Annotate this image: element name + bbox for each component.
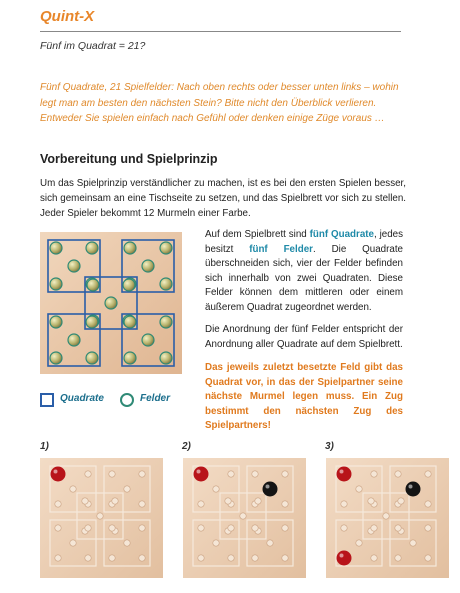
step-field-hole: [109, 471, 115, 477]
step-field-hole: [55, 555, 61, 561]
step-field-hole: [425, 555, 431, 561]
section-heading: Vorbereitung und Spielprinzip: [40, 152, 218, 166]
step-field-hole: [425, 525, 431, 531]
step-field-hole: [395, 525, 401, 531]
board-field-marble: [50, 352, 62, 364]
step-field-hole: [225, 498, 231, 504]
board-field-marble: [124, 242, 136, 254]
step-field-hole: [395, 555, 401, 561]
step-field-hole: [356, 486, 362, 492]
step-field-hole: [267, 540, 273, 546]
step-field-hole: [70, 540, 76, 546]
step-field-hole: [371, 555, 377, 561]
step-field-hole: [228, 555, 234, 561]
step-field-hole: [398, 498, 404, 504]
step-field-hole: [383, 513, 389, 519]
marble-highlight: [409, 485, 413, 489]
red-marble: [337, 551, 352, 566]
step-field-hole: [97, 513, 103, 519]
red-marble: [194, 467, 209, 482]
step-field-hole: [139, 501, 145, 507]
marble-highlight: [340, 470, 344, 474]
step-field-hole: [228, 471, 234, 477]
p1-highlight-fields: fünf Felder: [249, 243, 313, 255]
step-field-hole: [85, 555, 91, 561]
step-field-hole: [109, 555, 115, 561]
p1-text-b: , jedes besitzt: [205, 229, 403, 255]
p1-highlight-squares: fünf Quadrate: [309, 229, 374, 240]
step-board-2: [183, 458, 306, 578]
marble-highlight: [54, 470, 58, 474]
board-field-marble: [87, 279, 99, 291]
section-paragraph: Um das Spielprinzip verständlicher zu machen, ist es bei den ersten Spielen besser, sich gemeinsam an eine Tischseite zu setzen, und das Spielbrett vor sich zu stellen. Jeder Spieler bekommt 12 Murmeln einer Farbe.: [40, 178, 406, 219]
intro-text: Fünf Quadrate, 21 Spielfelder: Nach oben rechts oder besser unten links – wohin legt man am besten den nächsten Stein? Bitte nicht den Überblick verlieren. Entweder Sie spielen einfach nach Gefühl oder denken einige Züge voraus …: [40, 82, 399, 124]
board-diagram: [40, 232, 182, 374]
marble-highlight: [266, 485, 270, 489]
right-paragraph-1: [205, 228, 403, 315]
step-field-hole: [282, 471, 288, 477]
board-field-marble: [123, 279, 135, 291]
step-field-hole: [85, 525, 91, 531]
step-field-hole: [410, 540, 416, 546]
step-field-hole: [255, 498, 261, 504]
marble-highlight: [340, 554, 344, 558]
step-field-hole: [55, 525, 61, 531]
right-paragraph-2: Die Anordnung der fünf Felder entspricht der Anordnung aller Quadrate auf dem Spielbrett.: [205, 324, 403, 350]
step-field-hole: [368, 498, 374, 504]
square-legend-icon: [40, 393, 54, 407]
step-field-hole: [282, 525, 288, 531]
step-field-hole: [85, 471, 91, 477]
right-paragraph-3: Das jeweils zuletzt besetzte Feld gibt das Quadrat vor, in das der Spielpartner seine nächste Murmel legen muss. Ein Zug bestimmt den nächsten Zug des Spielpartners!: [205, 362, 403, 431]
step-field-hole: [55, 501, 61, 507]
step-field-hole: [70, 486, 76, 492]
step-field-hole: [139, 555, 145, 561]
step-field-hole: [198, 525, 204, 531]
board-field-marble: [68, 334, 80, 346]
step-field-hole: [341, 525, 347, 531]
step-field-hole: [198, 501, 204, 507]
board-field-marble: [50, 316, 62, 328]
board-field-marble: [86, 242, 98, 254]
step-field-hole: [425, 501, 431, 507]
board-field-marble: [50, 242, 62, 254]
board-field-marble: [160, 352, 172, 364]
step-field-hole: [213, 486, 219, 492]
red-marble: [51, 467, 66, 482]
red-marble: [337, 467, 352, 482]
step-field-hole: [395, 471, 401, 477]
board-field-marble: [160, 278, 172, 290]
step-field-hole: [228, 525, 234, 531]
step-field-hole: [213, 540, 219, 546]
step-field-hole: [425, 471, 431, 477]
black-marble: [406, 482, 421, 497]
step-board-3: [326, 458, 449, 578]
step-field-hole: [371, 471, 377, 477]
step-field-hole: [124, 486, 130, 492]
step-field-hole: [282, 501, 288, 507]
title-rule: [40, 31, 401, 32]
step-field-hole: [341, 501, 347, 507]
board-field-marble: [86, 316, 98, 328]
p1-text-a: Auf dem Spielbrett sind: [205, 229, 310, 240]
marble-highlight: [197, 470, 201, 474]
step-label-1: 1): [40, 441, 49, 452]
board-field-marble: [50, 278, 62, 290]
step-label-2: 2): [182, 441, 191, 452]
board-field-marble: [124, 316, 136, 328]
step-board-1: [40, 458, 163, 578]
legend-fields-label: Felder: [140, 393, 171, 404]
board-field-marble: [86, 352, 98, 364]
board-field-marble: [160, 242, 172, 254]
page-title: Quint-X: [40, 8, 95, 25]
legend-squares-label: Quadrate: [60, 393, 104, 404]
board-field-marble: [160, 316, 172, 328]
step-field-hole: [109, 525, 115, 531]
step-label-3: 3): [325, 441, 334, 452]
step-field-hole: [124, 540, 130, 546]
step-field-hole: [356, 540, 362, 546]
step-field-hole: [252, 525, 258, 531]
board-field-marble: [68, 260, 80, 272]
circle-legend-icon: [120, 393, 134, 407]
step-field-hole: [139, 471, 145, 477]
black-marble: [263, 482, 278, 497]
board-field-marble: [124, 352, 136, 364]
step-field-hole: [198, 555, 204, 561]
step-field-hole: [252, 471, 258, 477]
step-field-hole: [240, 513, 246, 519]
step-field-hole: [371, 525, 377, 531]
p1-text-c: . Die Quadrate überschneiden sich, vier der Felder befinden sich innerhalb von zwei Quadraten. Diese Felder können dem mittleren oder einem äußerem Quadrat zugeordnet werden.: [205, 243, 404, 313]
board-field-marble: [142, 260, 154, 272]
board-field-marble: [105, 297, 117, 309]
step-field-hole: [139, 525, 145, 531]
step-field-hole: [282, 555, 288, 561]
step-field-hole: [252, 555, 258, 561]
page-subtitle: Fünf im Quadrat = 21?: [40, 40, 146, 52]
step-field-hole: [112, 498, 118, 504]
step-field-hole: [82, 498, 88, 504]
board-field-marble: [142, 334, 154, 346]
